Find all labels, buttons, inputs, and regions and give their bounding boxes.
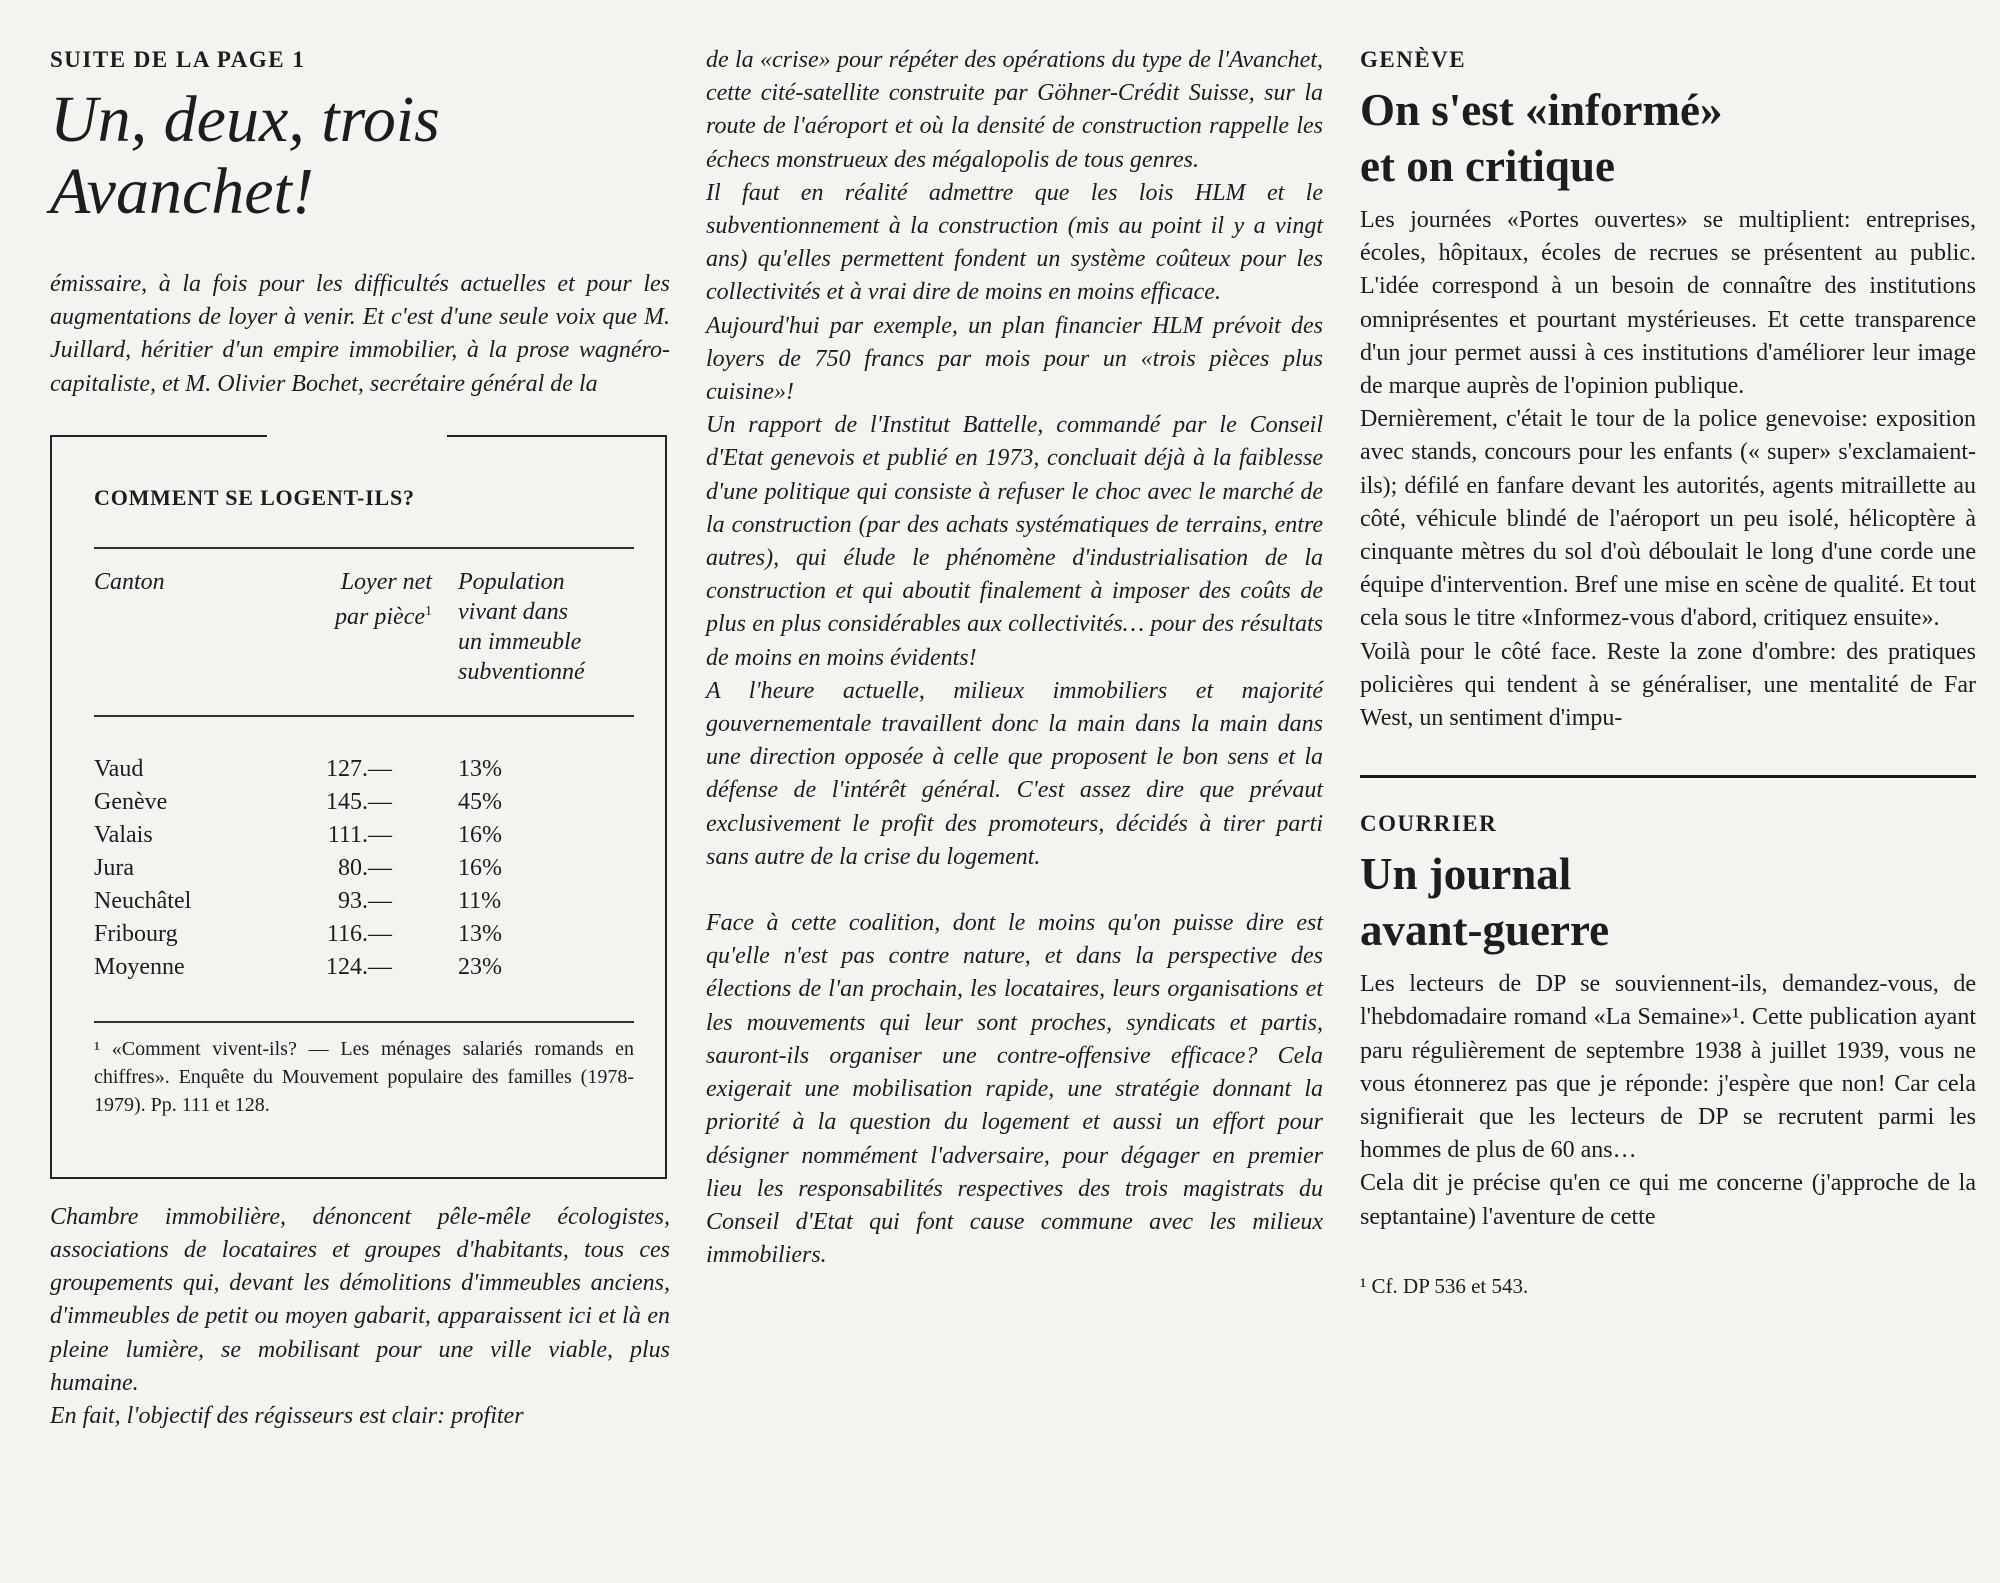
table-row: Jura 80.— 16% (94, 854, 502, 881)
table-row: Neuchâtel 93.— 11% (94, 887, 502, 914)
article-paragraph: Un rapport de l'Institut Battelle, commandé par le Conseil d'Etat genevois et publié en 1973, concluait déjà à la faiblesse d'une politique qui consiste à refuser le choc avec le marché de la construction (par des achats systématiques de terrains, entre autres), qui élude le phénomène d'industrialisation de la construction et qui aboutit finalement à imposer des coûts de plus en plus considérables aux collectivités… pour des résultats de moins en moins évidents! (706, 412, 1323, 671)
article-paragraph: Les lecteurs de DP se souviennent-ils, demandez-vous, de l'hebdomadaire romand «La Semaine»¹. Cette publication ayant paru régulièrement de septembre 1938 à juillet 1939, vous ne vous étonnerez pas que je réponde: j'espère que non! Car cela signifierait que les lecteurs de DP se recrutent parmi les hommes de plus de 60 ans… (1360, 971, 1976, 1164)
article-paragraph: Cela dit je précise qu'en ce qui me concerne (j'approche de la septantaine) l'aventure de cette (1360, 1170, 1976, 1230)
table-row: Vaud 127.— 13% (94, 755, 502, 782)
header-population: Population vivant dans un immeuble subventionné (458, 568, 585, 685)
section-kicker: SUITE DE LA PAGE 1 (50, 47, 306, 72)
article-paragraph: de la «crise» pour répéter des opérations du type de l'Avanchet, cette cité-satellite construite par Göhner-Crédit Suisse, sur la route de l'aéroport et où la densité de construction rappelle les échecs monstrueux des mégalopolis de tous genres. (706, 47, 1323, 173)
article-paragraph: Chambre immobilière, dénoncent pêle-mêle écologistes, associations de locataires et groupes d'habitants, tous ces groupements qui, devant les démolitions d'immeubles anciens, d'immeubles de petit ou moyen gabarit, apparaissent ici et là en pleine lumière, se mobilisant pour une ville viable, plus humaine. (50, 1203, 670, 1396)
headline-line-2: Avanchet! (50, 155, 314, 228)
table-footnote: ¹ «Comment vivent-ils? — Les ménages salariés romands en chiffres». Enquête du Mouvement populaire des familles (1978-1979). Pp. 111 et 128. (94, 1037, 634, 1116)
article-paragraph: Voilà pour le côté face. Reste la zone d'ombre: des pratiques policières qui tendent à se généraliser, une mentalité de Far West, un sentiment d'impu- (1360, 638, 1976, 732)
article-paragraph: émissaire, à la fois pour les difficultés actuelles et pour les augmentations de loyer à venir. Et c'est d'une seule voix que M. Juillard, héritier d'un empire immobilier, à la prose wagnéro-capitaliste, et M. Olivier Bochet, secrétaire général de la (50, 271, 670, 397)
article-paragraph: En fait, l'objectif des régisseurs est clair: profiter (50, 1403, 524, 1430)
table-row: Moyenne 124.— 23% (94, 953, 502, 980)
article-paragraph: Face à cette coalition, dont le moins qu'on puisse dire est qu'elle n'est pas contre nature, et dans la perspective des élections de l'an prochain, les locataires, leurs organisations et les mouvements qui leur sont proches, syndicats et partis, sauront-ils organiser une contre-offensive efficace? Cela exigerait une mobilisation rapide, une stratégie donnant la priorité à la question du logement et aussi un effort pour désigner nommément l'adversaire, pour dégager en premier lieu les responsabilités respectives des trois magistrats du Conseil d'Etat qui font cause commune avec les milieux immobiliers. (706, 910, 1323, 1269)
table-row: Genève 145.— 45% (94, 788, 502, 815)
column-3 (1360, 44, 1976, 1303)
headline-line-1: Un, deux, trois (50, 83, 440, 156)
article-paragraph: Dernièrement, c'était le tour de la police genevoise: exposition avec stands, concours pour les enfants (« super» s'exclamaient-ils); défilé en fanfare devant les autorités, agents mitraillette au côté, véhicule blindé de l'aéroport un peu isolé, hélicoptère à cinquante mètres du sol d'où déboulait le long d'une corde une équipe d'intervention. Bref une mise en scène de qualité. Et tout cela sous le titre «Informez-vous d'abord, critiquez ensuite». (1360, 406, 1976, 632)
column-1 (50, 44, 670, 1433)
article-paragraph: Les journées «Portes ouvertes» se multiplient: entreprises, écoles, hôpitaux, écoles de recrues se présentent au public. L'idée correspond à un besoin de connaître des institutions omniprésentes et pourtant mystérieuses. Et cette transparence d'un jour permet aussi à ces institutions d'améliorer leur image de marque auprès de l'opinion publique. (1360, 207, 1976, 400)
table-row: Valais 111.— 16% (94, 821, 502, 848)
article-paragraph: Aujourd'hui par exemple, un plan financier HLM prévoit des loyers de 750 francs par mois pour un «trois pièces plus cuisine»! (706, 312, 1323, 406)
header-canton: Canton (94, 568, 165, 595)
section-kicker-geneve: GENÈVE (1360, 47, 1467, 72)
article-headline (50, 84, 670, 228)
section-kicker-courrier: COURRIER (1360, 811, 1498, 837)
article-paragraph: Il faut en réalité admettre que les lois HLM et le subventionnement à la construction (mis au point il y a vingt ans) qu'elles permettent fondent un système coûteux pour les collectivités et à vrai dire de moins en moins efficace. (706, 179, 1323, 306)
header-loyer: Loyer net par pièce$^1$ (335, 568, 432, 630)
footnote: ¹ Cf. DP 536 et 543. (1360, 1273, 1529, 1298)
table-row: Fribourg 116.— 13% (94, 920, 502, 947)
column-2 (706, 44, 1323, 1272)
article-headline-courrier: Un journal avant-guerre (1360, 849, 1610, 956)
article-paragraph: A l'heure actuelle, milieux immobiliers et majorité gouvernementale travaillent donc la main dans la main dans une direction opposée à celle que proposent le bon sens et la défense de l'intérêt général. C'est assez dire que prévaut exclusivement le profit des promoteurs, décidés à tirer parti sans autre de la crise du logement. (706, 677, 1323, 870)
stats-table-box (50, 435, 667, 1179)
section-divider (1360, 775, 1976, 778)
table-title: COMMENT SE LOGENT-ILS? (94, 484, 415, 510)
article-headline-geneve: On s'est «informé» et on critique (1360, 85, 1723, 191)
